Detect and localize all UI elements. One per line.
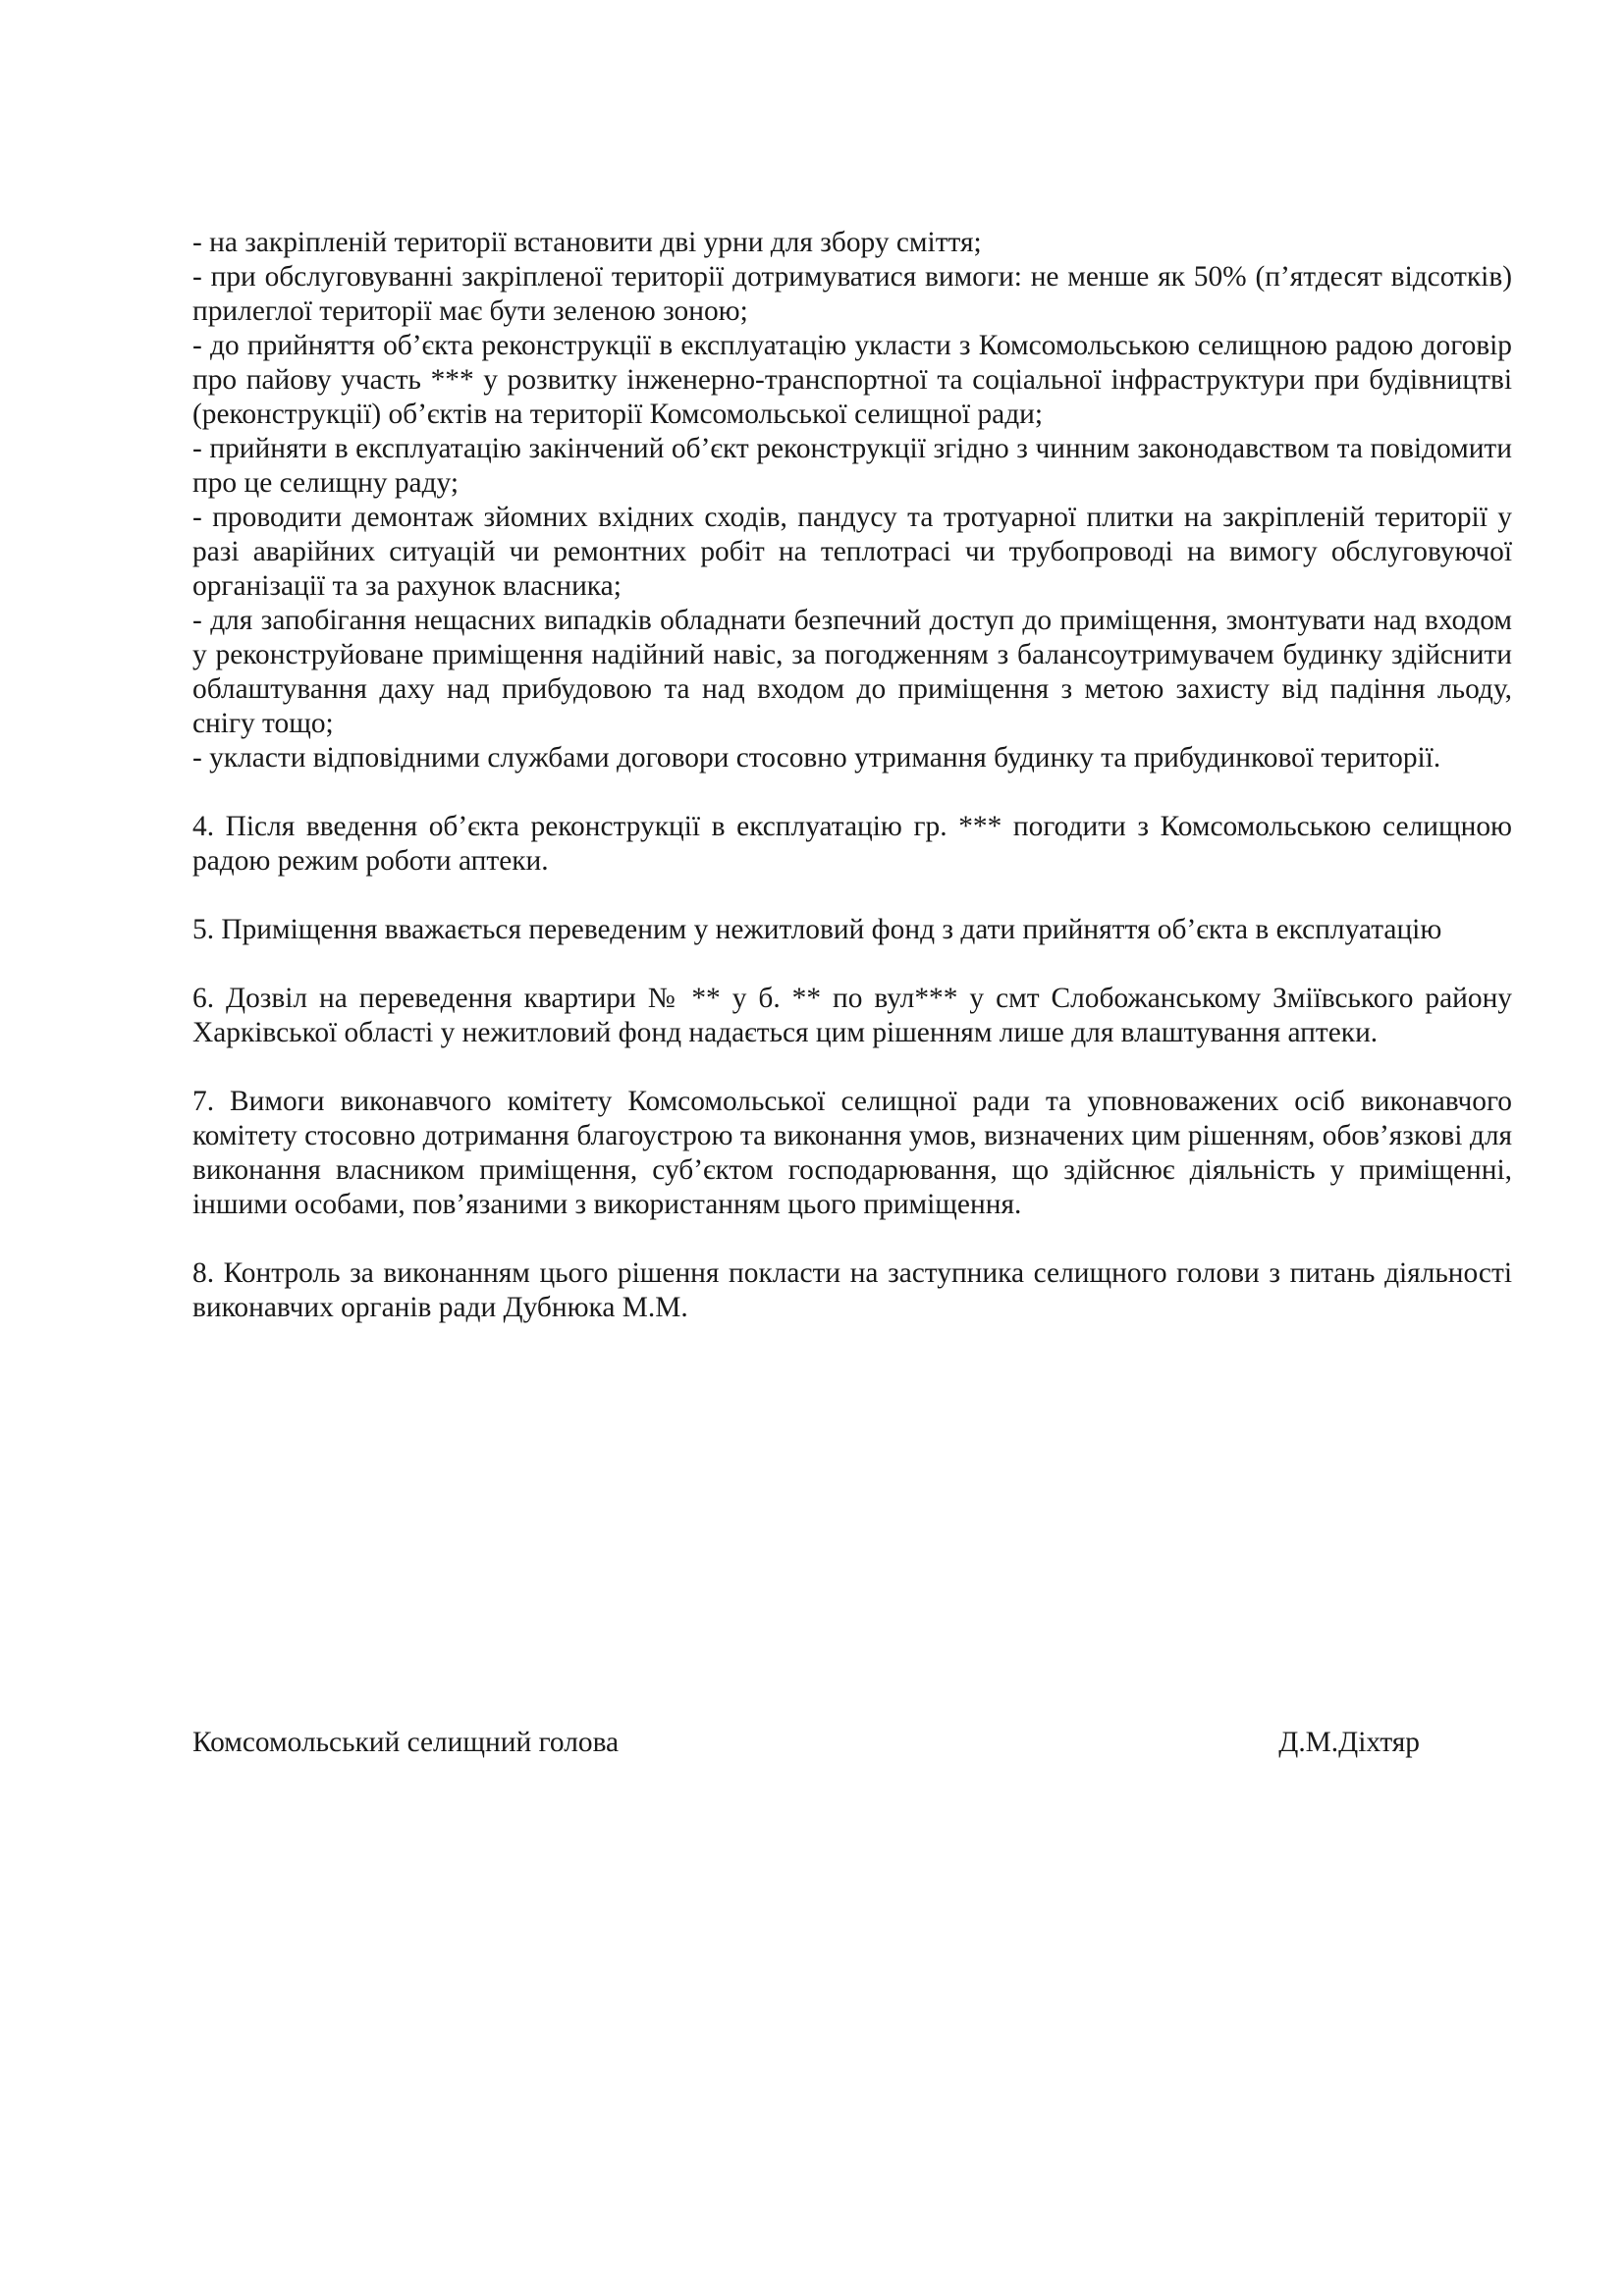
paragraph-8: 8. Контроль за виконанням цього рішення покласти на заступника селищного голови з питань діяльності виконавчих органів ради Дубнюка М.М.	[192, 1257, 1512, 1323]
paragraph-7: 7. Вимоги виконавчого комітету Комсомольської селищної ради та уповноважених осіб виконавчого комітету стосовно дотримання благоустрою та виконання умов, визначених цим рішенням, обов’язкові для виконання власником приміщення, суб’єктом господарювання, що здійснює діяльність у приміщенні, іншими особами, пов’язаними з використанням цього приміщення.	[192, 1086, 1512, 1220]
signatory-title: Комсомольський селищний голова	[192, 1727, 620, 1758]
list-item: - до прийняття об’єкта реконструкції в експлуатацію укласти з Комсомольською селищною радою договір про пайову участь *** у розвитку інженерно-транспортної та соціальної інфраструктури при будівництві (реконструкції) об’єктів на території Комсомольської селищної ради;	[192, 330, 1512, 430]
list-item: - проводити демонтаж зйомних вхідних сходів, пандусу та тротуарної плитки на закріпленій території у разі аварійних ситуацій чи ремонтних робіт на теплотрасі чи трубопроводі на вимогу обслуговуючої організації та за рахунок власника;	[192, 502, 1512, 602]
list-item: - прийняти в експлуатацію закінчений об’єкт реконструкції згідно з чинним законодавством та повідомити про це селищну раду;	[192, 433, 1512, 499]
list-item: - для запобігання нещасних випадків обладнати безпечний доступ до приміщення, змонтувати над входом у реконструйоване приміщення надійний навіс, за погодженням з балансоутримувачем будинку здійснити облаштування даху над прибудовою та над входом до приміщення з метою захисту від падіння льоду, снігу тощо;	[192, 605, 1512, 739]
list-item: - при обслуговуванні закріпленої території дотримуватися вимоги: не менше як 50% (п’ятдесят відсотків) прилеглої території має бути зеленою зоною;	[192, 261, 1512, 327]
paragraph-5: 5. Приміщення вважається переведеним у нежитловий фонд з дати прийняття об’єкта в експлуатацію	[192, 914, 1442, 945]
signatory-name: Д.М.Діхтяр	[1278, 1727, 1420, 1758]
document-body	[192, 226, 1512, 1325]
conditions-list	[192, 226, 1512, 775]
list-item: - укласти відповідними службами договори стосовно утримання будинку та прибудинкової території.	[192, 742, 1441, 774]
paragraph-6: 6. Дозвіл на переведення квартири № ** у б. ** по вул*** у смт Слобожанському Зміївського району Харківської області у нежитловий фонд надається цим рішенням лише для влаштування аптеки.	[192, 983, 1512, 1048]
paragraph-4: 4. Після введення об’єкта реконструкції в експлуатацію гр. *** погодити з Комсомольською селищною радою режим роботи аптеки.	[192, 811, 1512, 877]
list-item: - на закріпленій території встановити дві урни для збору сміття;	[192, 227, 982, 258]
